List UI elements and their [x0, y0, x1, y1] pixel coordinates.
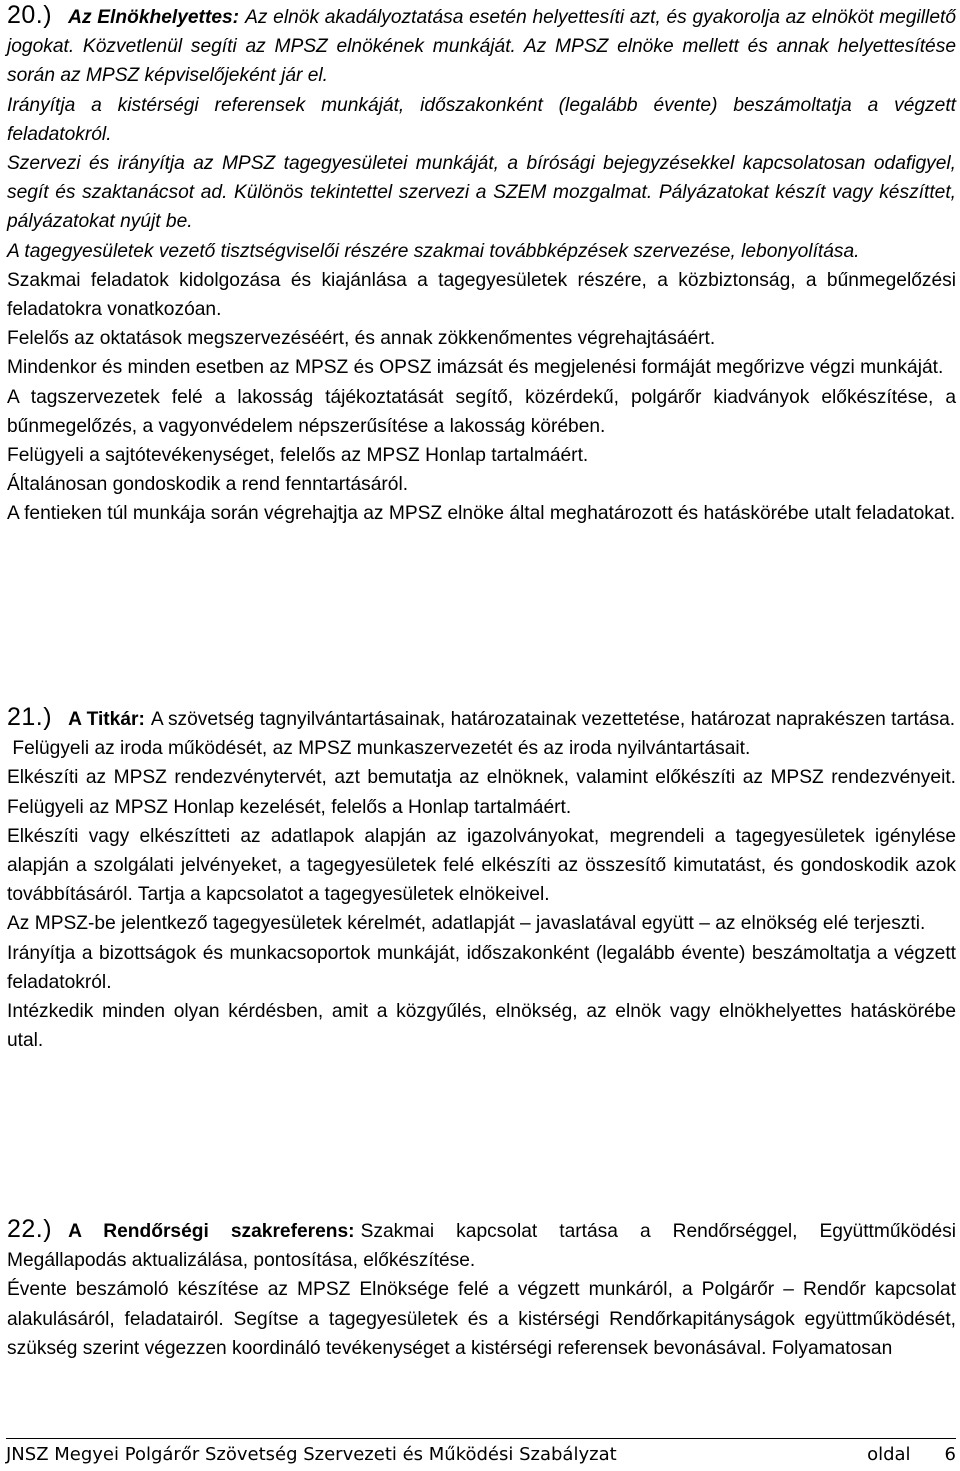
section-22-paragraph-1 — [7, 1215, 956, 1275]
section-22-label: A Rendőrségi szakreferens: — [68, 1221, 355, 1242]
section-21-paragraph-1 — [7, 703, 956, 734]
section-20-paragraph-7: Mindenkor és minden esetben az MPSZ és OPSZ imázsát és megjelenési formáját megőrizve végzi munkáját. — [7, 357, 944, 379]
section-20-paragraph-6: Felelős az oktatások megszervezéséért, és annak zökkenőmentes végrehajtásáért. — [7, 328, 716, 350]
footer-title: JNSZ Megyei Polgárőr Szövetség Szervezeti és Működési Szabályzat — [6, 1444, 617, 1465]
section-20-paragraph-1 — [7, 1, 956, 91]
section-21-paragraph-7: Intézkedik minden olyan kérdésben, amit a közgyűlés, elnökség, az elnök vagy elnökhelyettes hatáskörébe utal. — [7, 1001, 956, 1052]
section-20-text-1: Az elnök akadályoztatása esetén helyettesíti azt, és gyakorolja az elnököt megillető jogokat. Közvetlenül segíti az MPSZ elnökének munkáját. Az MPSZ elnöke mellett és annak helyettesítése során az MPSZ képviselőjeként jár el. — [7, 7, 956, 87]
section-22-text-1: Szakmai kapcsolat tartása a Rendőrséggel, Együttműködési Megállapodás aktualizálása, pontosítása, előkészítése. — [7, 1221, 956, 1272]
section-20-paragraph-11: A fentieken túl munkája során végrehajtja az MPSZ elnöke által meghatározott és hatáskörébe utalt feladatokat. — [7, 503, 956, 525]
section-22-number: 22.) — [7, 1215, 53, 1243]
section-22-paragraph-2: Évente beszámoló készítése az MPSZ Elnöksége felé a végzett munkáról, a Polgárőr – Rendőr kapcsolat alakulásáról, feladatairól. Segítse a tagegyesületek és a kistérségi Rendőrkapitányságok együttműködését, szükség szerint végezzen koordináló tevékenységet a kistérségi referensek bevonásával. Folyamatosan — [7, 1279, 956, 1359]
section-20-paragraph-8: A tagszervezetek felé a lakosság tájékoztatását segítő, közérdekű, polgárőr kiadványok előkészítése, a bűnmegelőzés, a vagyonvédelem népszerűsítése a lakosság körében. — [7, 386, 956, 437]
section-21-number: 21.) — [7, 703, 53, 731]
section-21-paragraph-2: Felügyeli az iroda működését, az MPSZ munkaszervezetét és az iroda nyilvántartásait. — [7, 738, 751, 760]
section-20-paragraph-3: Szervezi és irányítja az MPSZ tagegyesületei munkáját, a bírósági bejegyzésekkel kapcsolatosan odafigyel, segít és szaktanácsot ad. Különös tekintettel szervezi a SZEM mozgalmat. Pályázatokat készít vagy készíttet, pályázatokat nyújt be. — [7, 153, 956, 233]
section-20-paragraph-2: Irányítja a kistérségi referensek munkáját, időszakonként (legalább évente) beszámoltatja a végzett feladatokról. — [7, 94, 956, 145]
page-footer — [6, 1438, 956, 1468]
section-22 — [7, 1215, 956, 1363]
section-20-paragraph-5: Szakmai feladatok kidolgozása és kiajánlása a tagegyesületek részére, a közbiztonság, a bűnmegelőzési feladatokra vonatkozóan. — [7, 269, 956, 321]
footer-page-label: oldal — [867, 1444, 911, 1465]
footer-page-number: 6 — [944, 1444, 956, 1465]
section-20-number: 20.) — [7, 1, 53, 29]
section-21-paragraph-5: Az MPSZ-be jelentkező tagegyesületek kérelmét, adatlapját – javaslatával együtt – az elnökség elé terjeszti. — [7, 913, 926, 935]
section-20 — [7, 1, 956, 529]
section-21-paragraph-3: Elkészíti az MPSZ rendezvénytervét, azt bemutatja az elnöknek, valamint előkészíti az MPSZ rendezvényeit. Felügyeli az MPSZ Honlap kezelését, felelős a Honlap tartalmáért. — [7, 767, 956, 818]
section-21-text-1: A szövetség tagnyilvántartásainak, határozatainak vezettetése, határozat naprakészen tartása. — [150, 709, 956, 730]
section-20-paragraph-4: A tagegyesületek vezető tisztségviselői részére szakmai továbbképzések szervezése, lebonyolítása. — [7, 240, 860, 262]
section-21-label: A Titkár: — [68, 709, 145, 730]
footer-page-indicator — [867, 1442, 956, 1468]
section-21 — [7, 703, 956, 1055]
section-20-paragraph-9: Felügyeli a sajtótevékenységet, felelős az MPSZ Honlap tartalmáért. — [7, 445, 589, 467]
section-20-label: Az Elnökhelyettes: — [68, 7, 240, 28]
section-21-paragraph-4: Elkészíti vagy elkészítteti az adatlapok alapján az igazolványokat, megrendeli a tagegyesületek igénylése alapján a szolgálati jelvényeket, a tagegyesületek felé elkészíti az összesítő kimutatást, és gondoskodik azok továbbításáról. Tartja a kapcsolatot a tagegyesületek elnökeivel. — [7, 825, 956, 906]
section-20-paragraph-10: Általánosan gondoskodik a rend fenntartásáról. — [7, 474, 409, 496]
section-21-paragraph-6: Irányítja a bizottságok és munkacsoportok munkáját, időszakonként (legalább évente) beszámoltatja a végzett feladatokról. — [7, 942, 956, 993]
